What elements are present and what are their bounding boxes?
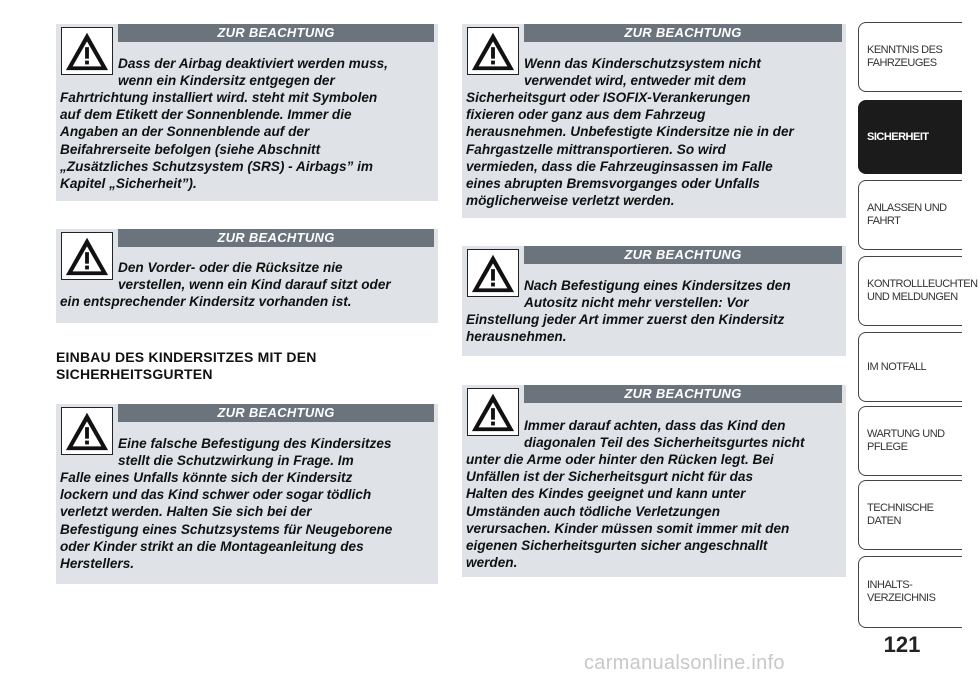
tab-kenntnis-des-fahrzeuges[interactable]: KENNTNIS DES FAHRZEUGES <box>858 22 962 92</box>
warning-text-line: lockern und das Kind schwer oder sogar tödlich <box>60 487 372 503</box>
warning-text-line: fixieren oder ganz aus dem Fahrzeug <box>466 107 706 123</box>
warning-banner: ZUR BEACHTUNG <box>524 24 842 42</box>
warning-text-line: verursachen. Kinder müssen somit immer mit den <box>466 520 790 536</box>
warning-text-line: Eine falsche Befestigung des Kindersitzes <box>118 436 392 451</box>
warning-text-line: eines abrupten Bremsvorganges oder Unfalls <box>466 176 760 192</box>
warning-text-line: Angaben an der Sonnenblende auf der <box>60 124 310 140</box>
warning-box-3 <box>56 404 438 584</box>
warning-banner: ZUR BEACHTUNG <box>118 24 434 42</box>
watermark: carmanualsonline.info <box>584 652 785 674</box>
warning-text-line: unter die Arme oder hinter den Rücken legt. Bei <box>466 452 774 467</box>
warning-text-line: Kapitel „Sicherheit”). <box>60 176 197 192</box>
warning-text-line: oder Kinder strikt an die Montageanleitung des <box>60 538 364 554</box>
warning-text-line: Autositz nicht mehr verstellen: Vor <box>524 295 749 311</box>
warning-text-line: stellt die Schutzwirkung in Frage. Im <box>118 453 354 469</box>
warning-text-line: „Zusätzliches Schutzsystem (SRS) - Airbags” im <box>60 158 373 174</box>
warning-text-line: ein entsprechender Kindersitz vorhanden ist. <box>60 294 352 309</box>
warning-text-line: werden. <box>466 555 518 571</box>
warning-triangle-icon <box>467 388 519 436</box>
warning-text-line: möglicherweise verletzt werden. <box>466 193 675 209</box>
warning-box-2 <box>56 229 438 323</box>
warning-box-1 <box>56 24 438 201</box>
tab-technische-daten[interactable]: TECHNISCHE DATEN <box>858 480 962 550</box>
warning-box-6 <box>462 385 846 577</box>
warning-text-line: vermieden, dass die Fahrzeuginsassen im Falle <box>466 158 773 174</box>
warning-text-line: Wenn das Kinderschutzsystem nicht <box>524 56 761 71</box>
warning-box-5 <box>462 246 846 356</box>
warning-text-line: Nach Befestigung eines Kindersitzes den <box>524 278 791 293</box>
warning-text-line: Herstellers. <box>60 556 135 572</box>
tab-sicherheit[interactable]: SICHERHEIT <box>858 100 962 174</box>
section-heading: EINBAU DES KINDERSITZES MIT DEN SICHERHEITSGURTEN <box>56 349 317 382</box>
warning-banner: ZUR BEACHTUNG <box>524 385 842 403</box>
warning-text-line: Sicherheitsgurt oder ISOFIX-Verankerungen <box>466 90 751 105</box>
tab-wartung-und-pflege[interactable]: WARTUNG UND PFLEGE <box>858 406 962 476</box>
tab-kontrollleuchten-und-meldungen[interactable]: KONTROLLLEUCHTEN UND MELDUNGEN <box>858 256 962 326</box>
warning-text-line: Fahrtrichtung installiert wird. steht mit Symbolen <box>60 90 378 105</box>
tab-inhaltsverzeichnis[interactable]: INHALTS- VERZEICHNIS <box>858 556 962 628</box>
warning-text-line: Den Vorder- oder die Rücksitze nie <box>118 260 343 275</box>
warning-triangle-icon <box>467 249 519 297</box>
page-number: 121 <box>883 632 921 657</box>
warning-text-line: verwendet wird, entweder mit dem <box>524 73 747 89</box>
warning-text-line: herausnehmen. <box>466 329 567 345</box>
warning-banner: ZUR BEACHTUNG <box>524 246 842 264</box>
warning-text-line: eigenen Sicherheitsgurten sicher angeschnallt <box>466 538 768 554</box>
tab-anlassen-und-fahrt[interactable]: ANLASSEN UND FAHRT <box>858 180 962 250</box>
warning-text-line: verstellen, wenn ein Kind darauf sitzt oder <box>118 277 391 293</box>
warning-text-line: verletzt werden. Halten Sie sich bei der <box>60 504 312 520</box>
warning-text-line: Falle eines Unfalls könnte sich der Kindersitz <box>60 470 353 485</box>
warning-box-4 <box>462 24 846 218</box>
warning-text-line: wenn ein Kindersitz entgegen der <box>118 73 335 89</box>
warning-triangle-icon <box>61 407 113 455</box>
warning-triangle-icon <box>61 27 113 75</box>
warning-text-line: auf dem Etikett der Sonnenblende. Immer die <box>60 107 352 123</box>
warning-text-line: Halten des Kindes geeignet und kann unter <box>466 486 746 502</box>
warning-text-line: Einstellung jeder Art immer zuerst den Kindersitz <box>466 312 785 327</box>
warning-text-line: Fahrgastzelle mittransportieren. So wird <box>466 141 726 157</box>
warning-text-line: Beifahrerseite befolgen (siehe Abschnitt <box>60 141 321 157</box>
warning-banner: ZUR BEACHTUNG <box>118 404 434 422</box>
warning-text-line: Immer darauf achten, dass das Kind den <box>524 418 786 433</box>
warning-text-line: herausnehmen. Unbefestigte Kindersitze nie in der <box>466 124 794 140</box>
tab-im-notfall[interactable]: IM NOTFALL <box>858 332 962 402</box>
warning-text-line: Befestigung eines Schutzsystems für Neugeborene <box>60 521 393 537</box>
warning-text-line: Dass der Airbag deaktiviert werden muss, <box>118 56 388 71</box>
warning-text-line: diagonalen Teil des Sicherheitsgurtes nicht <box>524 435 805 451</box>
warning-text-line: Umständen auch tödliche Verletzungen <box>466 503 721 519</box>
warning-triangle-icon <box>61 232 113 280</box>
warning-triangle-icon <box>467 27 519 75</box>
warning-text-line: Unfällen ist der Sicherheitsgurt nicht für das <box>466 469 754 485</box>
warning-banner: ZUR BEACHTUNG <box>118 229 434 247</box>
